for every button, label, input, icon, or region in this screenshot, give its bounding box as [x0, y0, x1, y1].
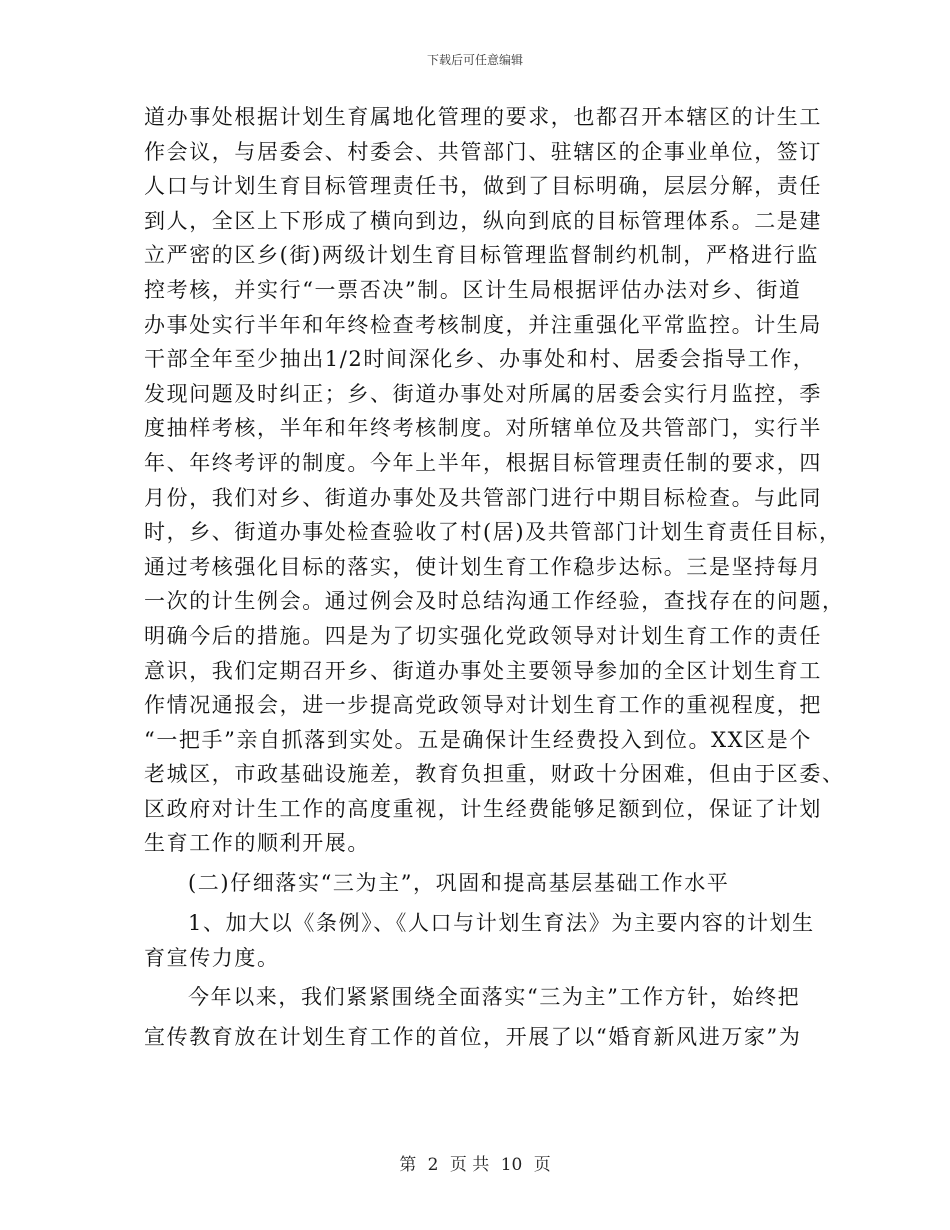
- body-line: 生育工作的顺利开展。: [144, 831, 370, 856]
- body-line: 发现问题及时纠正；乡、街道办事处对所属的居委会实行月监控，季: [144, 381, 822, 406]
- page-number-footer: [0, 1154, 950, 1176]
- page-label-mid: 页 共: [449, 1155, 490, 1175]
- document-body: [144, 100, 845, 1055]
- page-header-note: 下载后可任意编辑: [426, 53, 523, 67]
- body-line: 明确今后的措施。四是为了切实强化党政领导对计划生育工作的责任: [144, 623, 822, 648]
- body-line: 干部全年至少抽出1/2时间深化乡、办事处和村、居委会指导工作，: [144, 347, 816, 372]
- body-line: 立严密的区乡(街)两级计划生育目标管理监督制约机制，严格进行监: [144, 243, 819, 268]
- body-line: “一把手”亲自抓落到实处。五是确保计生经费投入到位。XX区是个: [144, 727, 812, 752]
- body-line: 年、年终考评的制度。今年上半年，根据目标管理责任制的要求，四: [144, 450, 822, 475]
- body-line: 度抽样考核，半年和年终考核制度。对所辖单位及共管部门，实行半: [144, 416, 822, 441]
- body-line: 通过考核强化目标的落实，使计划生育工作稳步达标。三是坚持每月: [144, 554, 822, 579]
- body-line: 道办事处根据计划生育属地化管理的要求，也都召开本辖区的计生工: [144, 105, 822, 129]
- body-line: 区政府对计生工作的高度重视，计生经费能够足额到位，保证了计划: [144, 796, 822, 821]
- body-line: 时，乡、街道办事处检查验收了村(居)及共管部门计划生育责任目标，: [144, 520, 842, 545]
- page-current: 2: [427, 1155, 439, 1175]
- paragraph-line: 今年以来，我们紧紧围绕全面落实“三为主”工作方针，始终把: [188, 985, 801, 1010]
- list-item-line: 育宣传力度。: [144, 945, 280, 970]
- body-line: 意识，我们定期召开乡、街道办事处主要领导参加的全区计划生育工: [144, 658, 822, 683]
- body-line: 人口与计划生育目标管理责任书，做到了目标明确，层层分解，责任: [144, 174, 822, 199]
- page-total: 10: [500, 1155, 523, 1175]
- body-line: 月份，我们对乡、街道办事处及共管部门进行中期目标检查。与此同: [144, 485, 822, 510]
- body-line: 老城区，市政基础设施差，教育负担重，财政十分困难，但由于区委、: [144, 762, 845, 787]
- page-label-suffix: 页: [533, 1155, 551, 1175]
- body-line: 作情况通报会，进一步提高党政领导对计划生育工作的重视程度，把: [144, 693, 822, 718]
- body-line: 一次的计生例会。通过例会及时总结沟通工作经验，查找存在的问题，: [144, 589, 845, 614]
- body-line: 控考核，并实行“一票否决”制。区计生局根据评估办法对乡、街道: [144, 277, 802, 302]
- paragraph-line: 宣传教育放在计划生育工作的首位，开展了以“婚育新风进万家”为: [144, 1025, 802, 1050]
- list-item-line: 1、加大以《条例》、《人口与计划生育法》为主要内容的计划生: [188, 911, 815, 936]
- page-label-prefix: 第: [399, 1155, 417, 1175]
- body-line: 到人，全区上下形成了横向到边，纵向到底的目标管理体系。二是建: [144, 208, 822, 233]
- section-heading: (二)仔细落实“三为主”，巩固和提高基层基础工作水平: [188, 871, 730, 896]
- body-line: 作会议，与居委会、村委会、共管部门、驻辖区的企事业单位，签订: [144, 139, 822, 164]
- body-line: 办事处实行半年和年终检查考核制度，并注重强化平常监控。计生局: [144, 312, 822, 337]
